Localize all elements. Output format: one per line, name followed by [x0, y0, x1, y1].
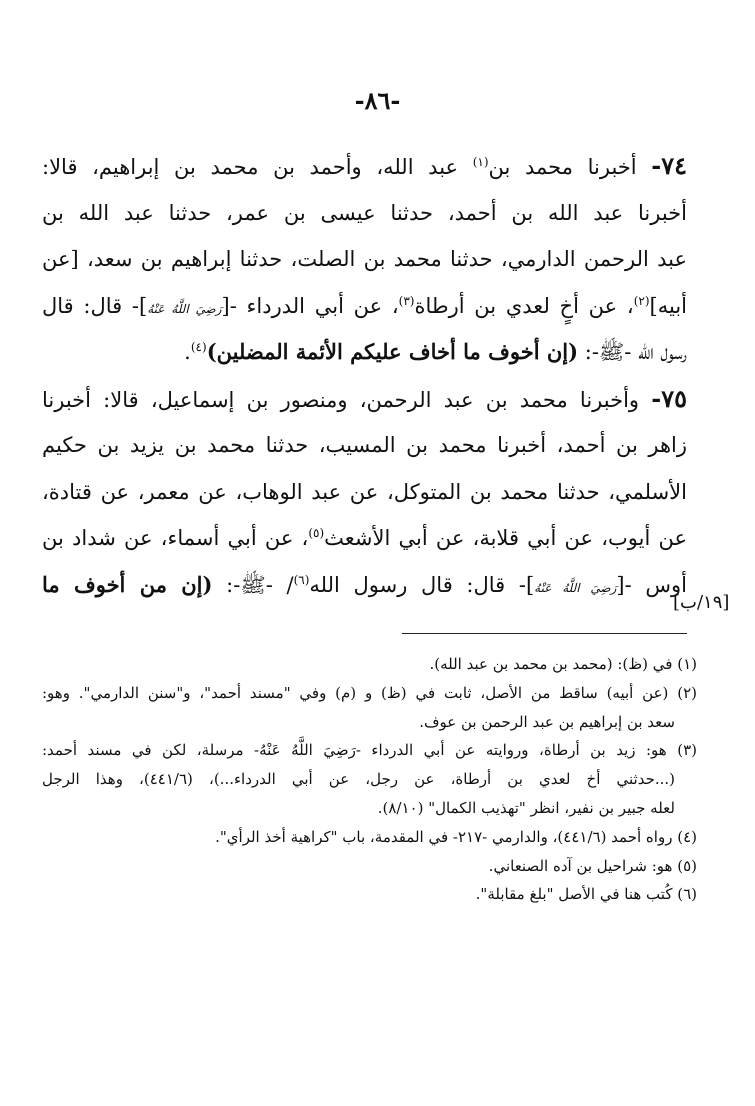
- footnote-ref-1[interactable]: (١): [472, 155, 489, 169]
- text-span: ، عن أبي أسماء، عن شداد بن: [42, 526, 309, 550]
- footnote-ref-3[interactable]: (٣): [398, 293, 415, 308]
- hadith-74-line-3: عبد الرحمن الدارمي، حدثنا محمد بن الصلت، حدثنا إبراهيم بن سعد، [عن: [42, 247, 687, 271]
- footnote-separator: [402, 633, 687, 634]
- footnote-1: (١) في (ظ): (محمد بن محمد بن عبد الله).: [429, 655, 697, 673]
- text-span: / -: [265, 572, 294, 597]
- text-span: ]- قال: قال: [42, 293, 148, 318]
- footnote-ref-2[interactable]: (٢): [633, 293, 650, 308]
- page-number: -٨٦-: [354, 86, 401, 115]
- hadith-75-line-3: الأسلمي، حدثنا محمد بن المتوكل، عن عبد الوهاب، عن معمر، عن قتادة،: [42, 479, 687, 504]
- hadith-74-line-2: أخبرنا عبد الله بن أحمد، حدثنا عيسى بن عمر، حدثنا عبد الله بن: [42, 200, 687, 225]
- hadith-75-line-4: [42, 515, 687, 562]
- footnotes: [42, 650, 697, 909]
- prophet-honorific-glyph: ﷺ: [598, 340, 625, 364]
- footnote-3-continuation: (...حدثني أخ لعدي بن أرطاة، عن رجل، عن أبي الدرداء...)، (٤٤١/٦)، وهذا الرجل: [42, 770, 675, 789]
- companion-honorific-glyph: رَضِيَ اللَّهُ عَنْهُ: [534, 580, 617, 595]
- text-span: وأخبرنا محمد بن عبد الرحمن، ومنصور بن إسماعيل، قالا: أخبرنا: [42, 387, 640, 412]
- footnote-6: (٦) كُتب هنا في الأصل "بلغ مقابلة".: [475, 885, 697, 904]
- footnote-ref-5[interactable]: (٥): [308, 526, 325, 540]
- hadith-75-line-1: [42, 376, 687, 423]
- hadith-75-line-2: زاهر بن أحمد، أخبرنا محمد بن المسيب، حدثنا محمد بن يزيد بن حكيم: [42, 433, 687, 457]
- manuscript-folio-marker: [١٩/ب]: [673, 592, 730, 613]
- main-text: [42, 143, 687, 608]
- text-span: عن أيوب، عن أبي قلابة، عن أبي الأشعث: [324, 526, 687, 550]
- footnote-4: (٤) رواه أحمد (٤٤١/٦)، والدارمي -٢١٧- في المقدمة، باب "كراهية أخذ الرأي".: [215, 827, 697, 846]
- text-span: -:: [584, 340, 599, 364]
- hadith-74-number: ٧٤-: [651, 151, 687, 180]
- footnote-ref-4[interactable]: (٤): [190, 340, 207, 354]
- text-span: ، عن أخٍ لعدي بن أرطاة: [414, 293, 634, 318]
- text-span: أوس -[: [616, 572, 687, 597]
- footnote-ref-6[interactable]: (٦): [293, 572, 310, 587]
- text-span: رسول الله -: [624, 340, 687, 364]
- prophet-honorific-glyph: ﷺ: [240, 572, 266, 597]
- footnote-2-continuation: سعد بن إبراهيم بن عبد الرحمن بن عوف.: [419, 712, 675, 731]
- text-span: -:: [226, 572, 241, 597]
- hadith-74-line-1: [42, 143, 687, 190]
- hadith-75-number: ٧٥-: [651, 383, 687, 413]
- hadith-74-line-4: [42, 283, 687, 330]
- companion-honorific-glyph: رَضِيَ اللَّهُ عَنْهُ: [147, 301, 222, 316]
- text-span: أخبرنا محمد بن: [488, 155, 637, 179]
- footnote-5: (٥) هو: شراحيل بن آده الصنعاني.: [488, 856, 697, 875]
- hadith-74-line-5: [42, 329, 687, 376]
- hadith-75-quote: (إن من أخوف ما: [42, 571, 213, 597]
- hadith-74-quote: (إن أخوف ما أخاف عليكم الأئمة المضلين): [206, 339, 579, 364]
- footnote-3: (٣) هو: زيد بن أرطاة، وروايته عن أبي الدرداء -رَضِيَ اللَّهُ عَنْهُ- مرسلة، لكن في مسند أحمد:: [42, 741, 697, 760]
- text-span: ]- قال: قال رسول الله: [309, 572, 535, 597]
- text-span: .: [184, 340, 191, 364]
- footnote-2: (٢) (عن أبيه) ساقط من الأصل، ثابت في (ظ) و (م) وفي "مسند أحمد"، و"سنن الدارمي". وهو:: [42, 683, 697, 702]
- footnote-3-continuation: لعله جبير بن نفير، انظر "تهذيب الكمال" (٨/١٠).: [377, 798, 675, 817]
- text-span: أبيه]: [649, 293, 687, 318]
- hadith-75-line-5: [42, 562, 687, 609]
- text-span: ، عن أبي الدرداء -[: [221, 293, 399, 318]
- text-span: عبد الله، وأحمد بن محمد بن إبراهيم، قالا:: [42, 155, 459, 179]
